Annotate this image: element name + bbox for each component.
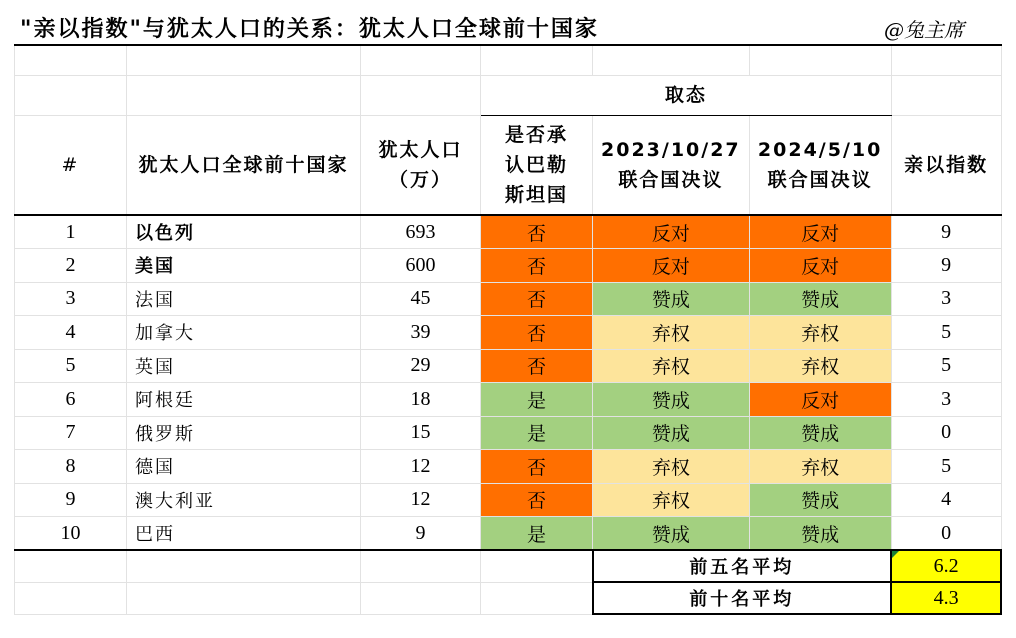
population-value: 15 xyxy=(361,416,481,450)
un-2023-vote: 弃权 xyxy=(593,316,750,350)
recognize-value: 否 xyxy=(481,215,593,249)
recognize-value: 是 xyxy=(481,416,593,450)
recognize-value: 否 xyxy=(481,349,593,383)
table-row xyxy=(15,249,1002,283)
population-value: 29 xyxy=(361,349,481,383)
pro-index-value: 0 xyxy=(891,416,1001,450)
un-2024-vote: 反对 xyxy=(749,383,891,417)
table-row xyxy=(15,282,1002,316)
un-2024-vote: 赞成 xyxy=(749,416,891,450)
blank-row xyxy=(15,45,1002,75)
pro-index-value: 4 xyxy=(891,483,1001,517)
recognize-value: 是 xyxy=(481,383,593,417)
top10-value: 4.3 xyxy=(891,582,1001,614)
top5-label: 前五名平均 xyxy=(593,550,892,582)
population-value: 600 xyxy=(361,249,481,283)
country-name: 以色列 xyxy=(127,215,361,249)
un-2024-vote: 赞成 xyxy=(749,483,891,517)
table-row xyxy=(15,215,1002,249)
summary-row-top10 xyxy=(15,582,1002,614)
table-row xyxy=(15,483,1002,517)
row-number: 7 xyxy=(15,416,127,450)
un-2024-vote: 赞成 xyxy=(749,282,891,316)
row-number: 3 xyxy=(15,282,127,316)
recognize-value: 否 xyxy=(481,249,593,283)
country-name: 英国 xyxy=(127,349,361,383)
header-un-2024: 2024/5/10联合国决议 xyxy=(749,115,891,215)
country-name: 阿根廷 xyxy=(127,383,361,417)
header-un-2023: 2023/10/27联合国决议 xyxy=(593,115,750,215)
un-2024-vote: 反对 xyxy=(749,249,891,283)
pro-index-value: 3 xyxy=(891,383,1001,417)
country-name: 美国 xyxy=(127,249,361,283)
group-header-row xyxy=(15,75,1002,115)
table-row xyxy=(15,349,1002,383)
header-index: # xyxy=(15,115,127,215)
un-2024-vote: 弃权 xyxy=(749,450,891,484)
row-number: 10 xyxy=(15,517,127,551)
recognize-value: 是 xyxy=(481,517,593,551)
top5-value xyxy=(891,550,1001,582)
un-2024-vote: 弃权 xyxy=(749,316,891,350)
population-value: 693 xyxy=(361,215,481,249)
un-2024-vote: 弃权 xyxy=(749,349,891,383)
recognize-value: 否 xyxy=(481,450,593,484)
pro-index-value: 5 xyxy=(891,450,1001,484)
un-2024-vote: 反对 xyxy=(749,215,891,249)
pro-index-value: 5 xyxy=(891,316,1001,350)
header-row xyxy=(15,115,1002,215)
recognize-value: 否 xyxy=(481,483,593,517)
table-row xyxy=(15,416,1002,450)
country-name: 巴西 xyxy=(127,517,361,551)
un-2023-vote: 弃权 xyxy=(593,450,750,484)
row-number: 2 xyxy=(15,249,127,283)
country-name: 澳大利亚 xyxy=(127,483,361,517)
table-row xyxy=(15,383,1002,417)
pro-index-value: 5 xyxy=(891,349,1001,383)
population-value: 9 xyxy=(361,517,481,551)
comment-marker xyxy=(892,551,899,558)
summary-row-top5 xyxy=(15,550,1002,582)
header-country: 犹太人口全球前十国家 xyxy=(127,115,361,215)
top5-value-text: 6.2 xyxy=(933,554,959,577)
header-recognize: 是否承认巴勒斯坦国 xyxy=(481,115,593,215)
pro-index-value: 3 xyxy=(891,282,1001,316)
title-bar xyxy=(14,6,990,44)
un-2023-vote: 弃权 xyxy=(593,349,750,383)
un-2023-vote: 赞成 xyxy=(593,517,750,551)
un-2023-vote: 反对 xyxy=(593,215,750,249)
author-credit: @兔主席 xyxy=(884,18,964,42)
pro-index-value: 9 xyxy=(891,215,1001,249)
table-row xyxy=(15,450,1002,484)
top10-label: 前十名平均 xyxy=(593,582,892,614)
un-2023-vote: 反对 xyxy=(593,249,750,283)
country-name: 德国 xyxy=(127,450,361,484)
header-pro-index: 亲以指数 xyxy=(891,115,1001,215)
un-2023-vote: 赞成 xyxy=(593,416,750,450)
row-number: 6 xyxy=(15,383,127,417)
un-2024-vote: 赞成 xyxy=(749,517,891,551)
recognize-value: 否 xyxy=(481,282,593,316)
un-2023-vote: 赞成 xyxy=(593,282,750,316)
row-number: 1 xyxy=(15,215,127,249)
row-number: 8 xyxy=(15,450,127,484)
un-2023-vote: 弃权 xyxy=(593,483,750,517)
un-2023-vote: 赞成 xyxy=(593,383,750,417)
recognize-value: 否 xyxy=(481,316,593,350)
population-value: 45 xyxy=(361,282,481,316)
country-name: 法国 xyxy=(127,282,361,316)
population-value: 39 xyxy=(361,316,481,350)
country-name: 俄罗斯 xyxy=(127,416,361,450)
header-population: 犹太人口（万） xyxy=(361,115,481,215)
table-row xyxy=(15,517,1002,551)
row-number: 9 xyxy=(15,483,127,517)
sheet-title: "亲以指数"与犹太人口的关系：犹太人口全球前十国家 xyxy=(20,16,599,42)
pro-index-value: 9 xyxy=(891,249,1001,283)
population-value: 18 xyxy=(361,383,481,417)
pro-index-value: 0 xyxy=(891,517,1001,551)
stance-group-header: 取态 xyxy=(481,75,892,115)
row-number: 4 xyxy=(15,316,127,350)
population-value: 12 xyxy=(361,450,481,484)
population-value: 12 xyxy=(361,483,481,517)
table-row xyxy=(15,316,1002,350)
row-number: 5 xyxy=(15,349,127,383)
country-name: 加拿大 xyxy=(127,316,361,350)
data-table xyxy=(14,44,1002,615)
